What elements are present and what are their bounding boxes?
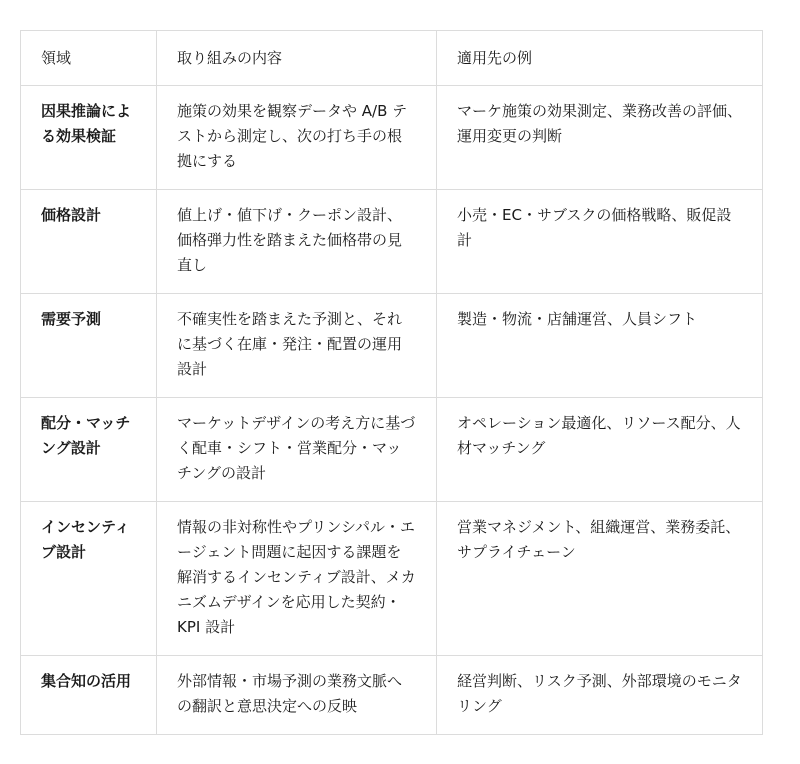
header-content: 取り組みの内容 bbox=[157, 31, 437, 86]
table-row bbox=[21, 656, 763, 735]
header-field: 領域 bbox=[21, 31, 157, 86]
header-examples: 適用先の例 bbox=[437, 31, 763, 86]
row-content: マーケットデザインの考え方に基づく配車・シフト・営業配分・マッチングの設計 bbox=[157, 398, 437, 502]
row-examples: オペレーション最適化、リソース配分、人材マッチング bbox=[437, 398, 763, 502]
row-content: 施策の効果を観察データや A/B テストから測定し、次の打ち手の根拠にする bbox=[157, 86, 437, 190]
row-content: 外部情報・市場予測の業務文脈への翻訳と意思決定への反映 bbox=[157, 656, 437, 735]
row-field: 需要予測 bbox=[21, 294, 157, 398]
row-field: 配分・マッチング設計 bbox=[21, 398, 157, 502]
row-examples: 営業マネジメント、組織運営、業務委託、サプライチェーン bbox=[437, 502, 763, 656]
row-field: 価格設計 bbox=[21, 190, 157, 294]
row-content: 値上げ・値下げ・クーポン設計、価格弾力性を踏まえた価格帯の見直し bbox=[157, 190, 437, 294]
row-content: 不確実性を踏まえた予測と、それに基づく在庫・発注・配置の運用設計 bbox=[157, 294, 437, 398]
row-examples: マーケ施策の効果測定、業務改善の評価、運用変更の判断 bbox=[437, 86, 763, 190]
row-field: インセンティブ設計 bbox=[21, 502, 157, 656]
table-row bbox=[21, 86, 763, 190]
row-content: 情報の非対称性やプリンシパル・エージェント問題に起因する課題を解消するインセンティブ設計、メカニズムデザインを応用した契約・KPI 設計 bbox=[157, 502, 437, 656]
row-examples: 小売・EC・サブスクの価格戦略、販促設計 bbox=[437, 190, 763, 294]
row-examples: 製造・物流・店舗運営、人員シフト bbox=[437, 294, 763, 398]
domain-table bbox=[20, 30, 763, 735]
row-field: 集合知の活用 bbox=[21, 656, 157, 735]
table-row bbox=[21, 294, 763, 398]
table-header-row bbox=[21, 31, 763, 86]
row-field: 因果推論による効果検証 bbox=[21, 86, 157, 190]
table-row bbox=[21, 502, 763, 656]
table-row bbox=[21, 190, 763, 294]
row-examples: 経営判断、リスク予測、外部環境のモニタリング bbox=[437, 656, 763, 735]
table-row bbox=[21, 398, 763, 502]
